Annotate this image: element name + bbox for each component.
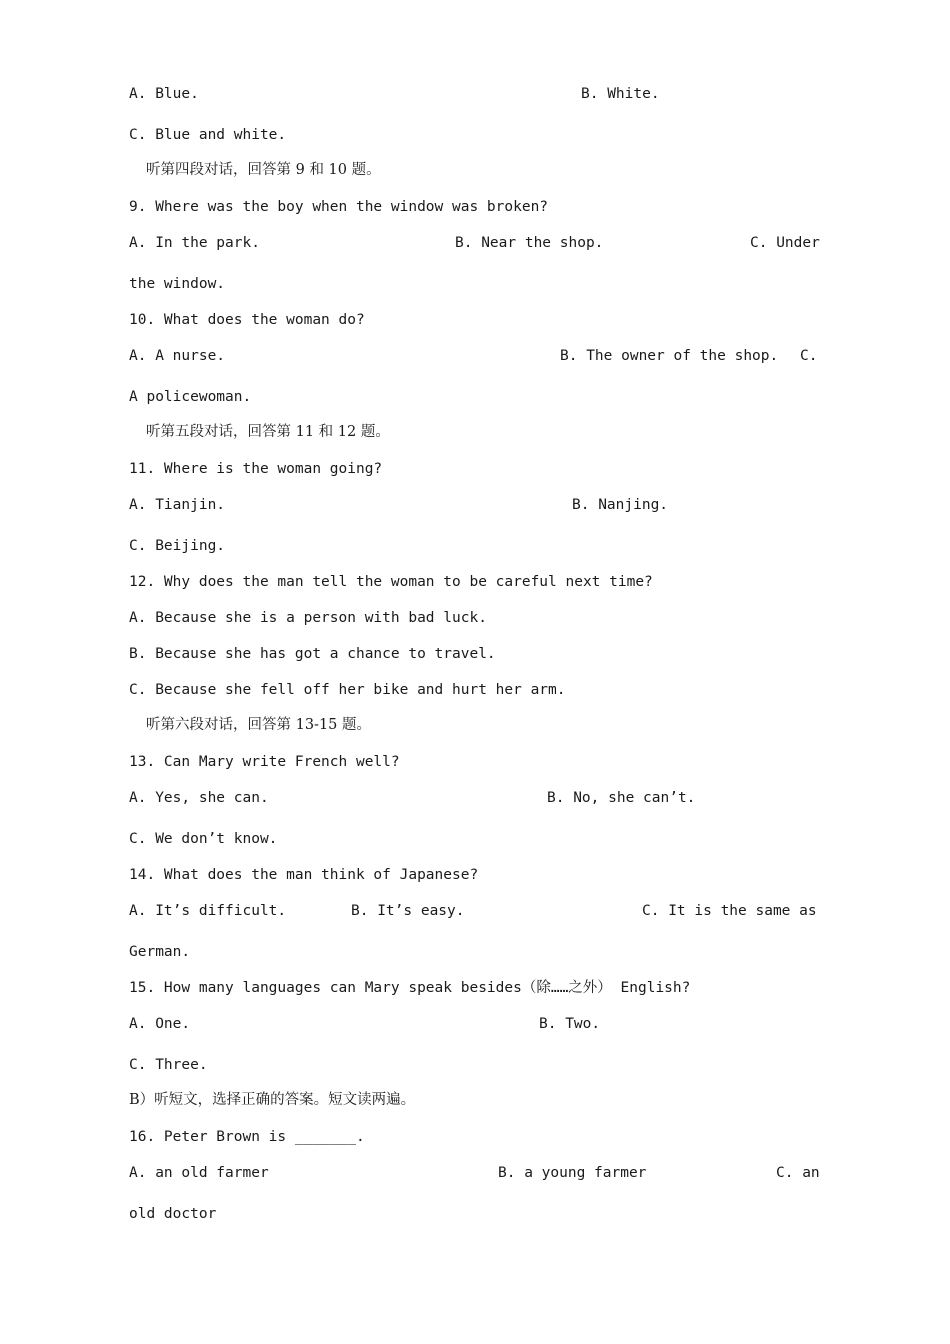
option-12c: C. Because she fell off her bike and hurt her arm. (129, 682, 566, 698)
option-15c: C. Three. (129, 1057, 208, 1073)
option-14b: B. It’s easy. (351, 903, 465, 919)
section-instruction-6: 听第六段对话，回答第 13-15 题。 (146, 717, 372, 733)
option-16b: B. a young farmer (498, 1165, 647, 1181)
question-11: 11. Where is the woman going? (129, 461, 383, 477)
question-15: 15. How many languages can Mary speak besides（除……之外） English? (129, 980, 691, 996)
option-16c: C. an (776, 1165, 820, 1181)
option-15b: B. Two. (539, 1016, 601, 1032)
option-11a: A. Tianjin. (129, 497, 226, 513)
option-11c: C. Beijing. (129, 538, 226, 554)
option-13b: B. No, she can’t. (547, 790, 696, 806)
option-9c: C. Under (750, 235, 820, 251)
question-9: 9. Where was the boy when the window was broken? (129, 199, 549, 215)
option-13c: C. We don’t know. (129, 831, 278, 847)
option-9a: A. In the park. (129, 235, 260, 251)
option-10a: A. A nurse. (129, 348, 226, 364)
option-8c: C. Blue and white. (129, 127, 287, 143)
section-instruction-4: 听第四段对话，回答第 9 和 10 题。 (146, 162, 381, 178)
question-16: 16. Peter Brown is _______. (129, 1129, 365, 1145)
question-14: 14. What does the man think of Japanese? (129, 867, 479, 883)
option-13a: A. Yes, she can. (129, 790, 269, 806)
option-11b: B. Nanjing. (572, 497, 669, 513)
part-b-instruction: B）听短文，选择正确的答案。短文读两遍。 (129, 1092, 416, 1108)
section-instruction-5: 听第五段对话，回答第 11 和 12 题。 (146, 424, 390, 440)
option-14c-continued: German. (129, 944, 191, 960)
option-16c-continued: old doctor (129, 1206, 217, 1222)
option-12b: B. Because she has got a chance to travel. (129, 646, 496, 662)
question-10: 10. What does the woman do? (129, 312, 365, 328)
option-14a: A. It’s difficult. (129, 903, 287, 919)
option-10c-continued: A policewoman. (129, 389, 252, 405)
question-13: 13. Can Mary write French well? (129, 754, 400, 770)
option-12a: A. Because she is a person with bad luck. (129, 610, 487, 626)
option-9b: B. Near the shop. (455, 235, 604, 251)
option-8a: A. Blue. (129, 86, 199, 102)
option-14c: C. It is the same as (642, 903, 817, 919)
option-10b: B. The owner of the shop. (560, 348, 779, 364)
option-10c: C. (800, 348, 818, 364)
option-15a: A. One. (129, 1016, 191, 1032)
option-8b: B. White. (581, 86, 660, 102)
option-16a: A. an old farmer (129, 1165, 269, 1181)
question-12: 12. Why does the man tell the woman to be careful next time? (129, 574, 653, 590)
option-9c-continued: the window. (129, 276, 226, 292)
